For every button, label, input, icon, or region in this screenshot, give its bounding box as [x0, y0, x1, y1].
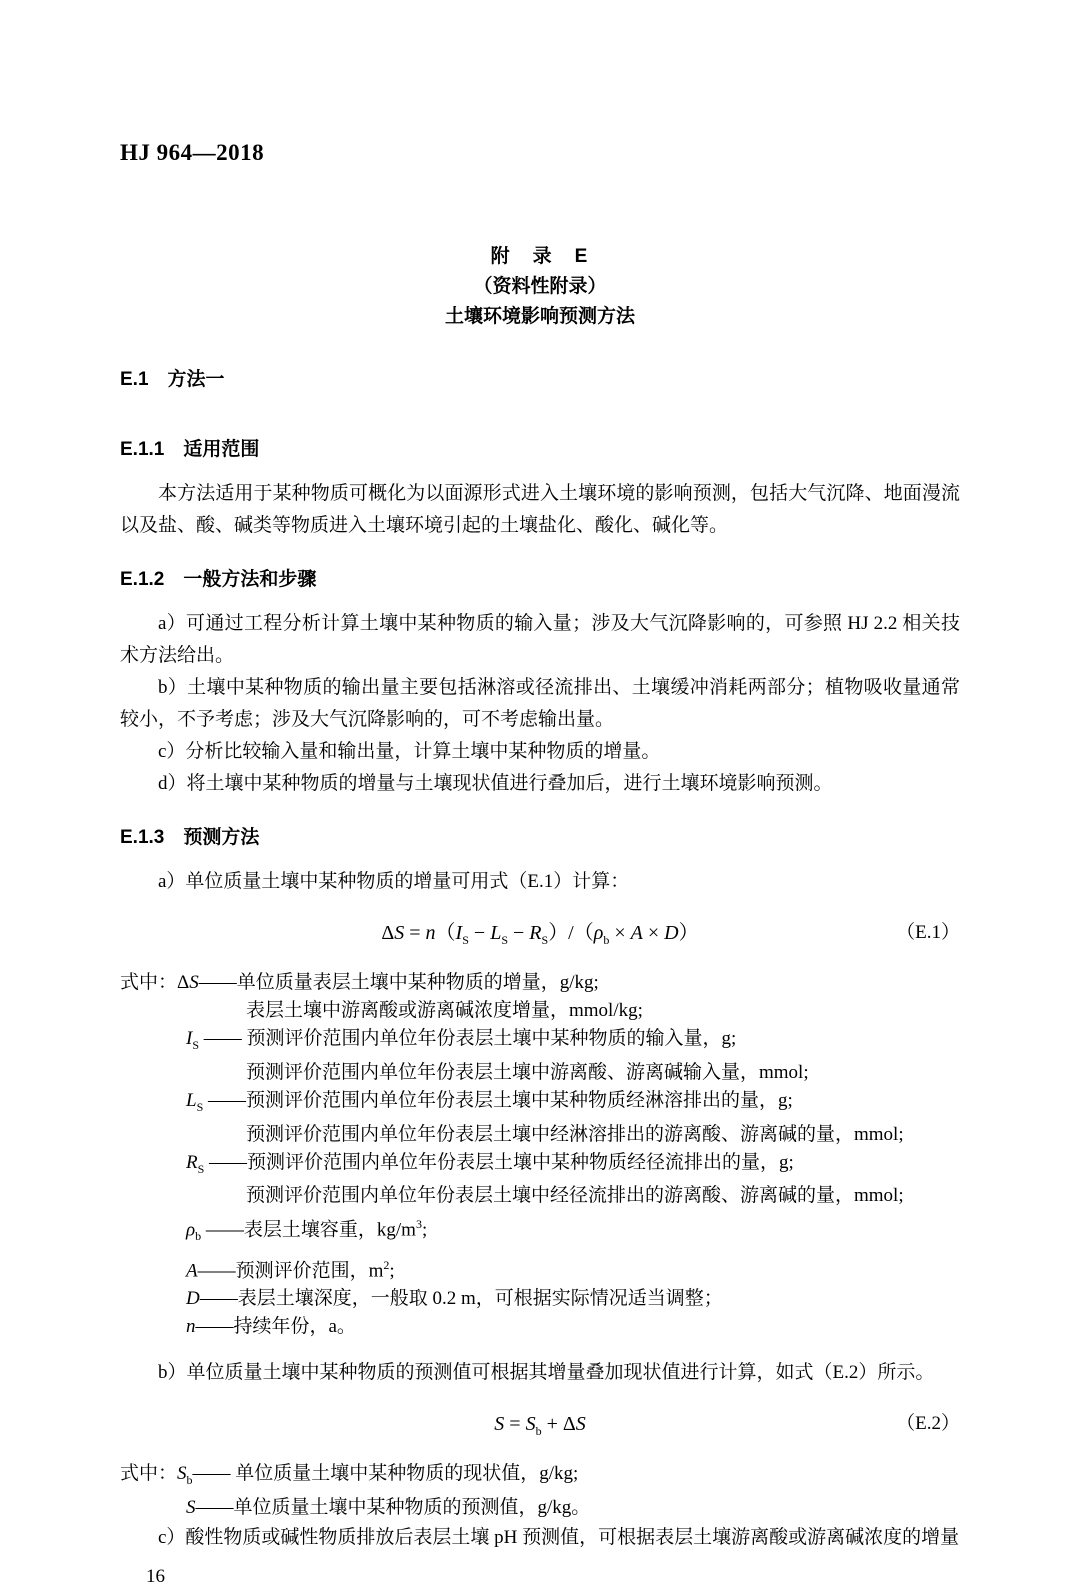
e12-item-d: d）将土壤中某种物质的增量与土壤现状值进行叠加后，进行土壤环境影响预测。	[158, 773, 833, 794]
definition-line: 表层土壤中游离酸或游离碱浓度增量，mmol/kg;	[246, 1000, 643, 1021]
definition-line: n——持续年份，a。	[186, 1315, 356, 1337]
heading-e12: E.1.2 一般方法和步骤	[120, 569, 317, 590]
definition-line: $\rho_b$ ——表层土壤容重，$kg/m^3$;	[186, 1217, 428, 1244]
definition-line: 预测评价范围内单位年份表层土壤中经径流排出的游离酸、游离碱的量，mmol;	[246, 1185, 904, 1207]
heading-e11: E.1.1 适用范围	[120, 439, 260, 460]
heading-e1: E.1 方法一	[120, 369, 225, 390]
e12-item-b: b）土壤中某种物质的输出量主要包括淋溶或径流排出、土壤缓冲消耗两部分；植物吸收量通常较小，不予考虑；涉及大气沉降影响的，可不考虑输出量。	[120, 677, 960, 730]
definition-line: S——单位质量土壤中某种物质的预测值，g/kg。	[186, 1496, 591, 1518]
definition-line: $L_S$ ——预测评价范围内单位年份表层土壤中某种物质经淋溶排出的量，g;	[186, 1089, 793, 1114]
appendix-label: 附 录 E	[490, 246, 590, 267]
page-number: 16	[146, 1565, 165, 1587]
definition-line: 预测评价范围内单位年份表层土壤中游离酸、游离碱输入量，mmol;	[246, 1061, 809, 1083]
definition-line: $I_S$ —— 预测评价范围内单位年份表层土壤中某种物质的输入量，g;	[186, 1028, 737, 1052]
doc-code: HJ 964—2018	[120, 140, 265, 165]
e12-item-a: a）可通过工程分析计算土壤中某种物质的输入量；涉及大气沉降影响的，可参照 HJ 2.2 相关技术方法给出。	[120, 613, 960, 666]
definition-line: 式中：ΔS——单位质量表层土壤中某种物质的增量，g/kg;	[120, 972, 599, 993]
formula-e2	[120, 1405, 960, 1450]
definition-line: $R_S$ ——预测评价范围内单位年份表层土壤中某种物质经径流排出的量，g;	[186, 1151, 794, 1176]
appendix-header	[120, 242, 960, 332]
definition-line: A——预测评价范围，$m^2$;	[186, 1257, 395, 1281]
appendix-note: （资料性附录）	[473, 276, 607, 297]
e13-item-b: b）单位质量土壤中某种物质的预测值可根据其增量叠加现状值进行计算，如式（E.2）所示。	[158, 1361, 935, 1383]
definition-line: 式中：$S_b——$ 单位质量土壤中某种物质的现状值，g/kg;	[120, 1462, 579, 1487]
formula-e1-definitions	[120, 969, 960, 1341]
formula-e2-definitions	[120, 1460, 960, 1522]
e13-item-c: c）酸性物质或碱性物质排放后表层土壤 pH 预测值，可根据表层土壤游离酸或游离碱浓度的增量	[158, 1526, 960, 1548]
definition-line: D——表层土壤深度，一般取 0.2 m，可根据实际情况适当调整；	[186, 1287, 723, 1309]
formula-e1-expression: $\Delta S = n(I_S - L_S - R_S)/(\rho_b \times A \times D)$	[381, 922, 699, 947]
formula-e1	[120, 914, 960, 959]
e13-item-a: a）单位质量土壤中某种物质的增量可用式（E.1）计算：	[158, 871, 630, 892]
definition-line: 预测评价范围内单位年份表层土壤中经淋溶排出的游离酸、游离碱的量，mmol;	[246, 1123, 904, 1145]
formula-e1-label: （E.1）	[896, 922, 960, 943]
heading-e13: E.1.3 预测方法	[120, 827, 260, 848]
para-e11-scope: 本方法适用于某种物质可概化为以面源形式进入土壤环境的影响预测，包括大气沉降、地面漫流以及盐、酸、碱类等物质进入土壤环境引起的土壤盐化、酸化、碱化等。	[120, 483, 960, 536]
appendix-title: 土壤环境影响预测方法	[444, 306, 635, 327]
formula-e2-expression: $S = S_b + \Delta S$	[494, 1412, 586, 1438]
e12-item-c: c）分析比较输入量和输出量，计算土壤中某种物质的增量。	[158, 741, 661, 762]
formula-e2-label: （E.2）	[896, 1412, 960, 1434]
